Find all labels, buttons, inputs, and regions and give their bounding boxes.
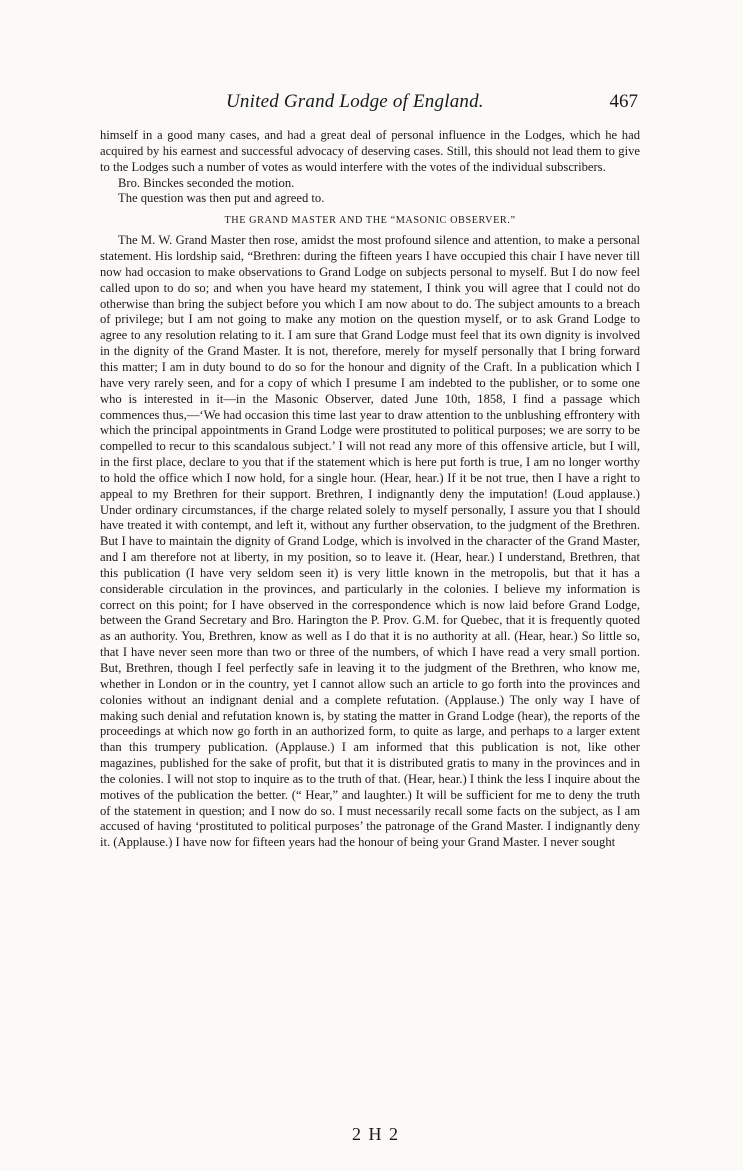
paragraph-continuation: himself in a good many cases, and had a great deal of personal influence in the Lodges, which he had acquired by his earnest and successful advocacy of deserving cases. Still, this should not lead them to give to the Lodges such a number of votes as would interfere with the votes of the individual subscribers. — [100, 128, 640, 174]
running-head — [100, 91, 640, 117]
paragraph-seconded: Bro. Binckes seconded the motion. — [118, 175, 295, 190]
body-text — [100, 128, 640, 851]
running-title: United Grand Lodge of England. — [226, 91, 484, 112]
paragraph-grand-master-statement: The M. W. Grand Master then rose, amidst the most profound silence and attention, to make a personal statement. His lordship said, “Brethren: during the fifteen years I have occupied this chair I have never till now had occasion to make observations to Grand Lodge on subjects personal to myself. But I do now feel called upon to do so; and when you have heard my statement, I think you will agree that I could not do otherwise than bring the subject before you which I am now about to do. The subject amounts to a breach of privilege; but I am not going to make any motion on the question myself, or to ask Grand Lodge to agree to any resolution relating to it. I am sure that Grand Lodge must feel that its own dignity is involved in the dignity of the Grand Master. It is not, therefore, merely for myself personally that I bring forward this matter; I am in duty bound to do so for the honour and dignity of the Craft. In a publication which I have very rarely seen, and for a copy of which I presume I am indebted to the publisher, or to some one who is interested in it—in the Masonic Observer, dated June 10th, 1858, I find a passage which commences thus,—‘We had occasion this time last year to draw attention to the unblushing effrontery with which the principal appointments in Grand Lodge were prostituted to political purposes; we are sorry to be compelled to recur to this scandalous subject.’ I will not read any more of this offensive article, but I will, in the first place, declare to you that if the statement which is here put forth is true, I am no longer worthy to hold the office which I now hold, for a single hour. (Hear, hear.) If it be not true, then I have a right to appeal to my Brethren for their support. Brethren, I indignantly deny the imputation! (Loud applause.) Under ordinary circumstances, if the charge related solely to myself personally, I assure you that I should have treated it with contempt, and left it, without any further observation, to the judgment of the Brethren. But I have to maintain the dignity of Grand Lodge, which is involved in the character of the Grand Master, and I am therefore not at liberty, in my position, so to leave it. (Hear, hear.) I understand, Brethren, that this publication (I have very seldom seen it) is very little known in the metropolis, but that it has a considerable circulation in the provinces, and particularly in the colonies. I believe my information is correct on this point; for I have observed in the correspondence which is now laid before Grand Lodge, between the Grand Secretary and Bro. Harington the P. Prov. G.M. for Quebec, that it is frequently quoted as an authority. You, Brethren, know as well as I do that it is no authority at all. (Hear, hear.) So little so, that I have never seen more than two or three of the numbers, of which I have read a very small portion. But, Brethren, though I feel perfectly safe in leaving it to the judgment of the Brethren, who know me, whether in London or in the country, yet I cannot allow such an article to go forth into the provinces and colonies without an indignant denial and a complete refutation. (Applause.) The only way I have of making such denial and refutation known is, by stating the matter in Grand Lodge (hear), the reports of the proceedings at which now go forth in an authorized form, to quite as large, and perhaps to a larger extent than this trumpery publication. (Applause.) I am informed that this publication is not, like other magazines, published for the sake of profit, but that it is distributed gratis to many in the provinces and in the colonies. I will not stop to inquire as to the truth of that. (Hear, hear.) I think the less I inquire about the motives of the publication the better. (“ Hear,” and laughter.) It will be sufficient for me to deny the truth of the statement in question; and I now do so. I must necessarily recall some facts on the subject, as I am accused of having ‘prostituted to political purposes’ the patronage of the Grand Master. I indignantly deny it. (Applause.) I have now for fifteen years had the honour of being your Grand Master. I never sought — [100, 233, 640, 850]
paragraph-agreed: The question was then put and agreed to. — [118, 191, 325, 206]
section-heading: THE GRAND MASTER AND THE “MASONIC OBSERVER.” — [224, 215, 516, 227]
page-number: 467 — [609, 91, 638, 112]
signature-mark: 2 H 2 — [352, 1124, 400, 1144]
